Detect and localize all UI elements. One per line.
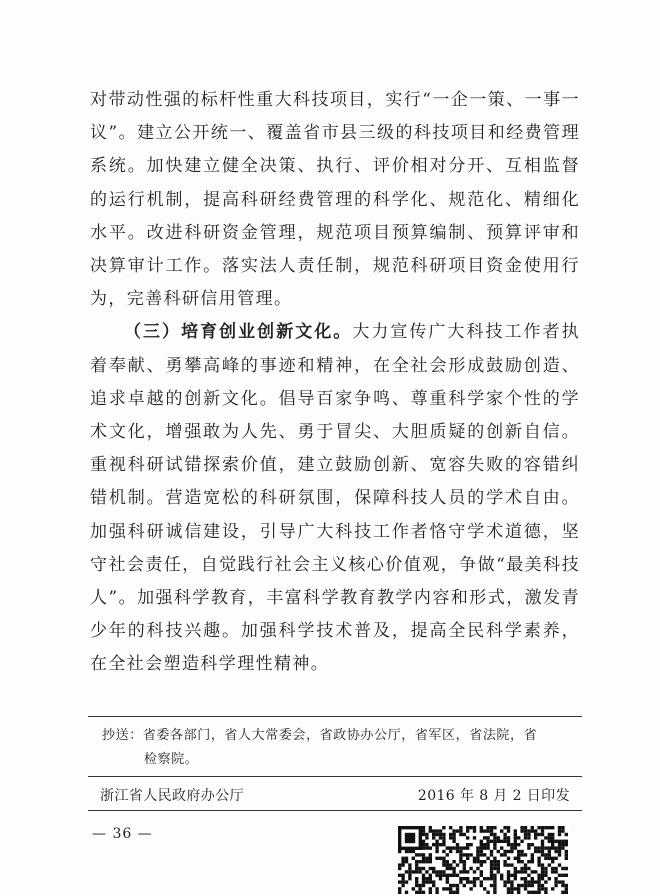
paragraph-1: 对带动性强的标杆性重大科技项目，实行“一企一策、一事一议”。建立公开统一、覆盖省市县三级的科技项目和经费管理系统。加快建立健全决策、执行、评价相对分开、互相监督的运行机制，提高科研经费管理的科学化、规范化、精细化水平。改进科研资金管理，规范项目预算编制、预算评审和决算审计工作。落实法人责任制，规范科研项目资金使用行为，完善科研信用管理。 <box>90 90 580 310</box>
section-heading: （三）培育创业创新文化。 <box>124 322 353 343</box>
issuer-row <box>100 785 570 805</box>
paragraph-2-text: 大力宣传广大科技工作者执着奉献、勇攀高峰的事迹和精神，在全社会形成鼓励创造、追求卓越的创新文化。倡导百家争鸣、尊重科学家个性的学术文化，增强敢为人先、勇于冒尖、大胆质疑的创新自信。重视科研试错探索价值，建立鼓励创新、宽容失败的容错纠错机制。营造宽松的科研氛围，保障科技人员的学术自由。加强科研诚信建设，引导广大科技工作者恪守学术道德，坚守社会责任，自觉践行社会主义核心价值观，争做“最美科技人”。加强科学教育，丰富科学教育教学内容和形式，激发青少年的科技兴趣。加强科学技术普及，提高全民科学素养，在全社会塑造科学理性精神。 <box>90 322 580 675</box>
divider-top <box>88 716 582 717</box>
cc-recipients-1: 省委各部门，省人大常委会，省政协办公厅，省军区，省法院，省 <box>142 728 538 743</box>
body-text <box>90 84 580 682</box>
cc-recipients-2: 检察院。 <box>144 752 199 767</box>
issuer-name: 浙江省人民政府办公厅 <box>100 788 244 804</box>
divider-middle <box>88 776 582 777</box>
print-date: 2016 年 8 月 2 日印发 <box>417 788 570 804</box>
page-number: — 36 — <box>92 826 153 842</box>
cc-line-1 <box>102 724 572 748</box>
paragraph-2 <box>90 316 580 681</box>
divider-bottom <box>88 810 582 811</box>
qr-code-icon <box>398 826 570 896</box>
cc-label: 抄送： <box>102 728 143 743</box>
cc-block <box>102 724 572 772</box>
